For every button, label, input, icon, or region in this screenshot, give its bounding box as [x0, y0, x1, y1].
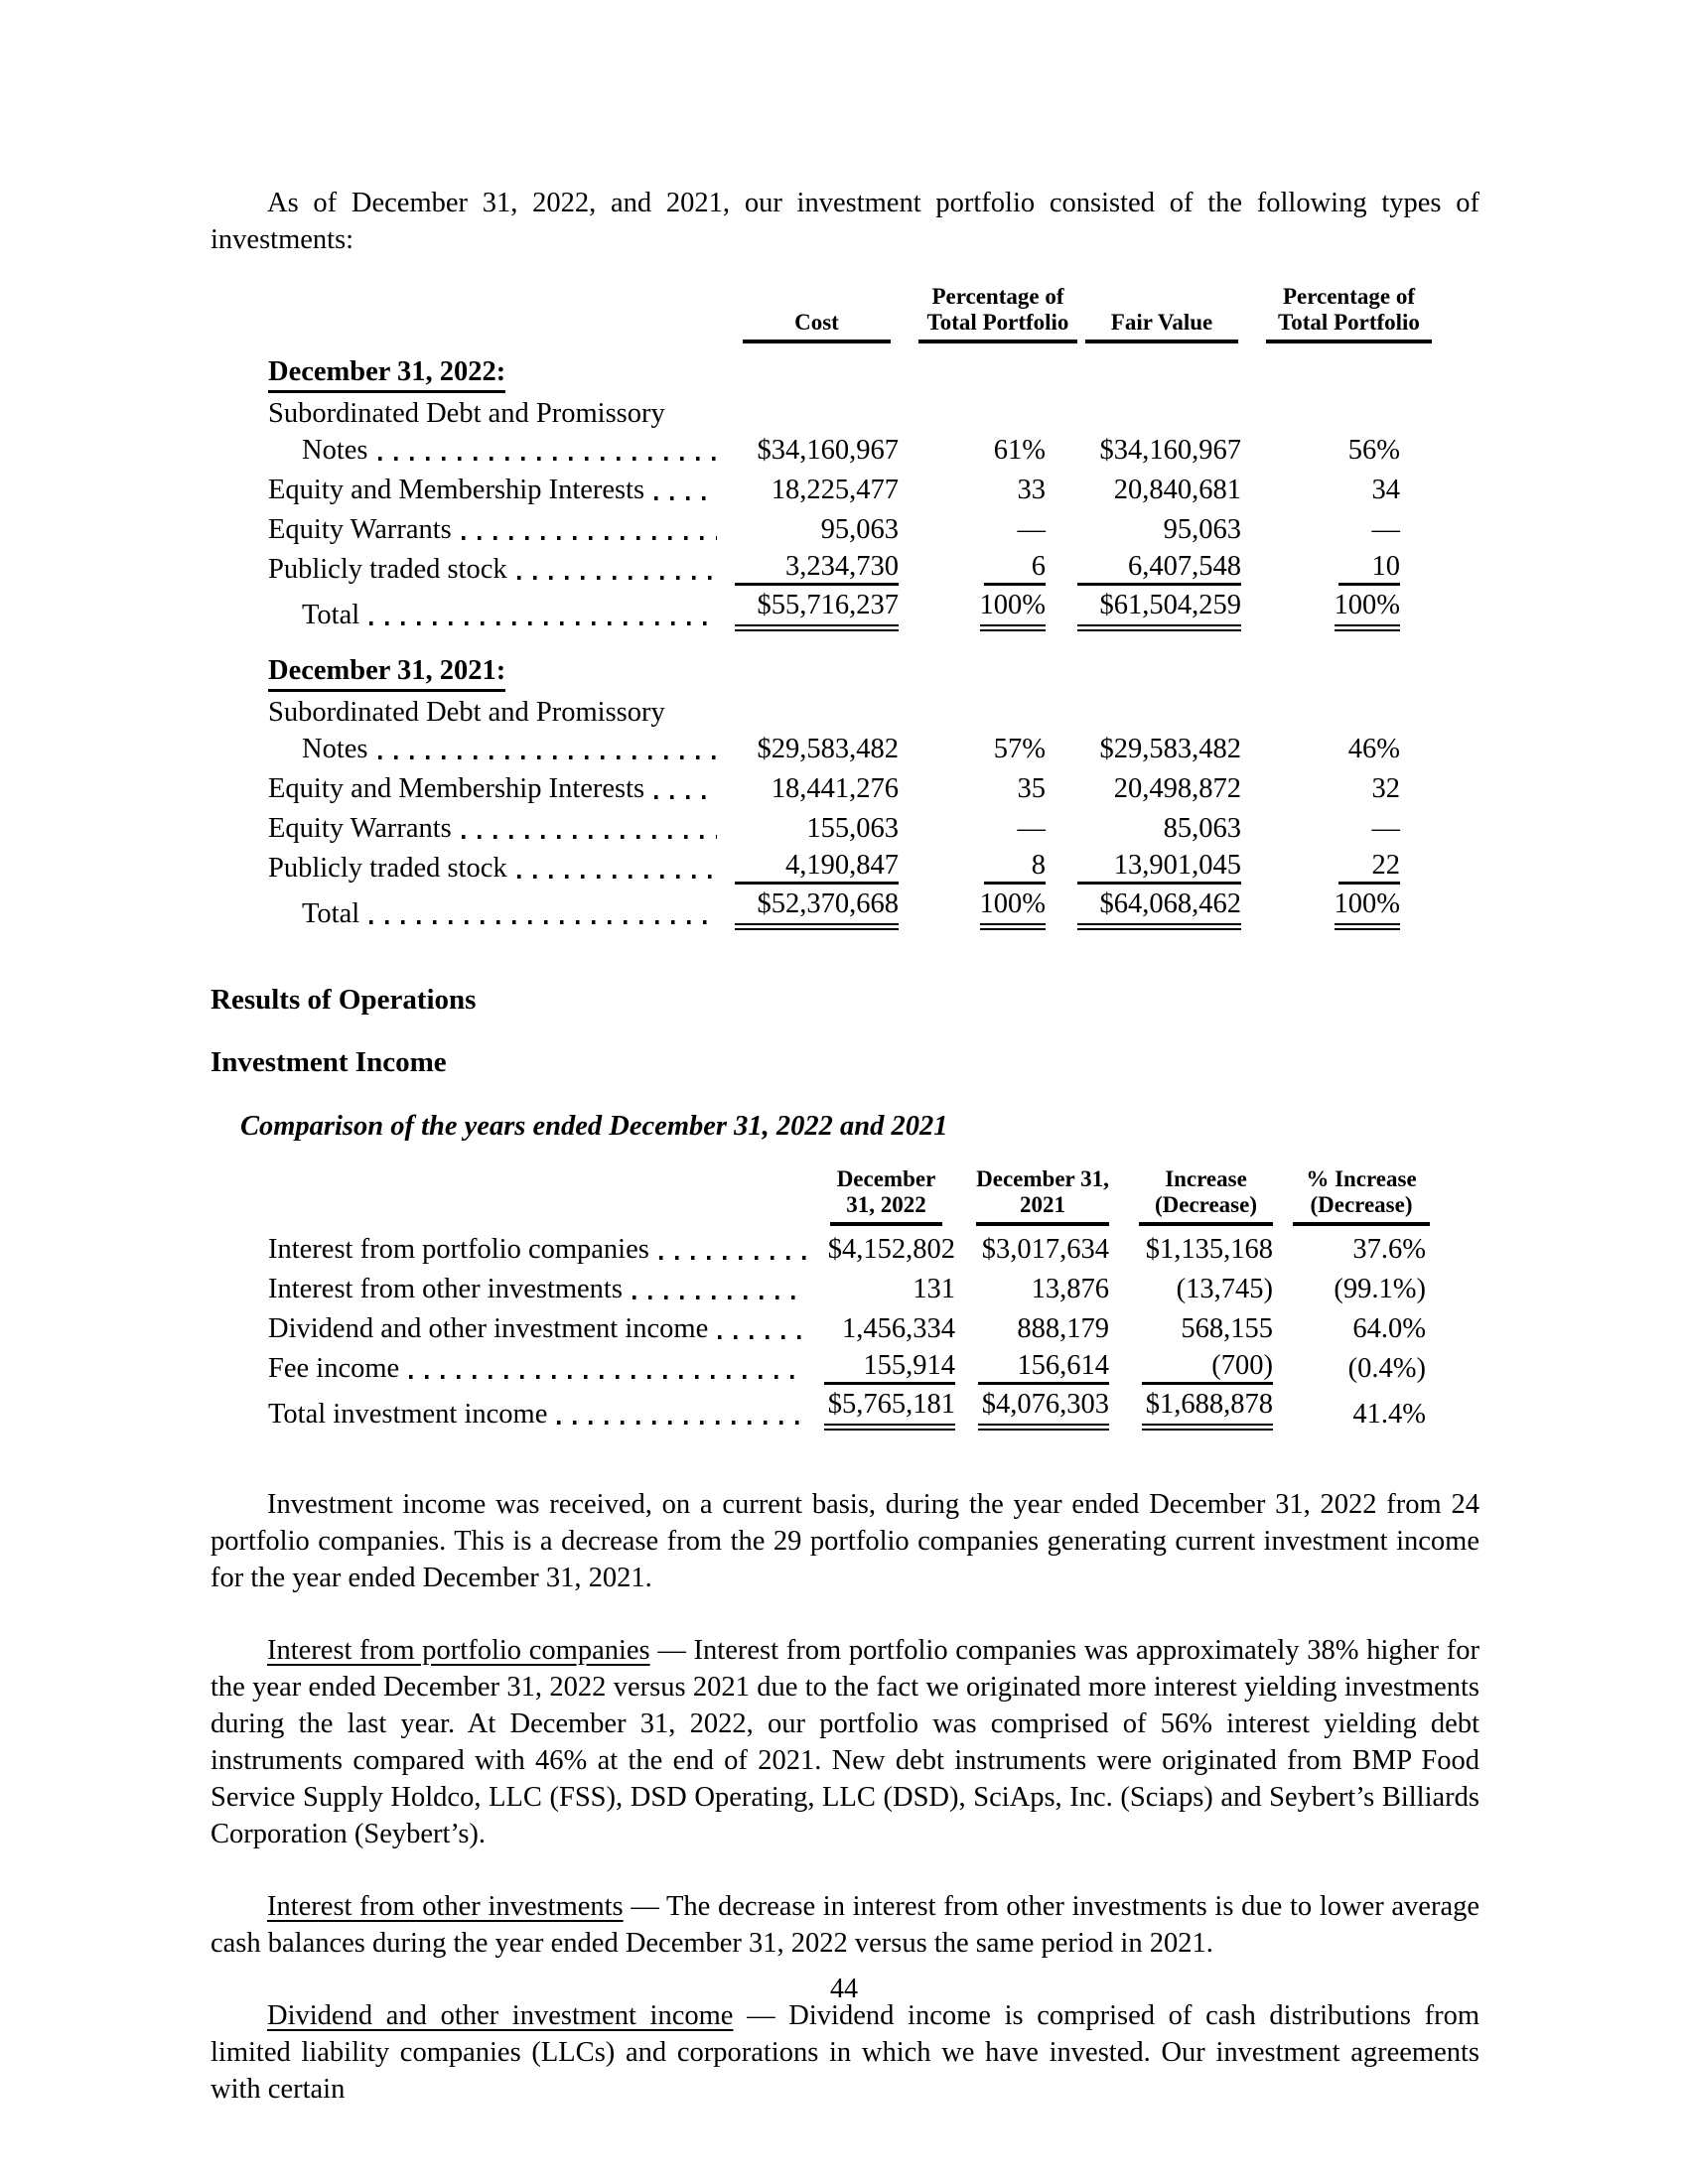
- cost-total: $55,716,237: [735, 586, 918, 631]
- spacer-cell: [1077, 692, 1266, 729]
- fair-percent-value: 46%: [1347, 734, 1400, 764]
- cost-value: $29,583,482: [757, 734, 899, 764]
- increase-value: 568,155: [1181, 1313, 1273, 1344]
- dot-leader: [654, 795, 717, 799]
- fair-value: 20,840,681: [1113, 475, 1241, 505]
- spacer-cell: [918, 393, 1077, 430]
- table-row: [268, 692, 1432, 729]
- cost-value: 95,063: [820, 514, 899, 545]
- row-label: Equity and Membership Interests: [268, 475, 645, 505]
- fair-value: 13,901,045: [1077, 845, 1266, 885]
- column-header-cost-percent: [918, 284, 1077, 343]
- paragraph-dividend-income: [211, 1997, 1479, 2108]
- percent-increase-value: (0.4%): [1347, 1353, 1426, 1384]
- income-table: [268, 1166, 1432, 1431]
- row-label: Equity Warrants: [268, 813, 452, 844]
- fair-total: $61,504,259: [1077, 586, 1266, 631]
- column-header-percent-increase: [1291, 1166, 1432, 1226]
- fair-percent-value: 34: [1371, 475, 1400, 505]
- fair-total: $64,068,462: [1077, 885, 1266, 930]
- comparison-heading: Comparison of the years ended December 31, 2022 and 2021: [240, 1111, 948, 1142]
- table-row: [268, 393, 1432, 430]
- column-header-fair-value: [1077, 284, 1266, 343]
- spacer-cell: [1266, 692, 1432, 729]
- row-label: Subordinated Debt and Promissory: [268, 697, 665, 728]
- column-header-2021: [968, 1166, 1127, 1226]
- dot-leader: [633, 1296, 806, 1299]
- spacer-cell: [735, 692, 918, 729]
- cost-percent-value: 35: [1017, 773, 1046, 804]
- total-row: [268, 885, 1432, 930]
- cost-value: 155,063: [806, 813, 899, 844]
- column-header-label: % Increase (Decrease): [1293, 1166, 1430, 1226]
- row-label: Equity and Membership Interests: [268, 773, 645, 804]
- fair-percent-total: 100%: [1266, 885, 1432, 930]
- section-title-cell: [268, 631, 1432, 692]
- dot-leader: [517, 576, 717, 580]
- section-title-cell: [268, 343, 1432, 393]
- body-paragraphs: [211, 1486, 1479, 2108]
- fair-percent-total: 100%: [1266, 586, 1432, 631]
- cost-percent-value: 6: [918, 546, 1077, 586]
- underlined-lead: Interest from other investments: [267, 1891, 624, 1922]
- table-row: [268, 1226, 1432, 1266]
- dot-leader: [557, 1421, 806, 1425]
- row-label: Total: [302, 898, 360, 929]
- cost-percent-total: 100%: [918, 885, 1077, 930]
- cost-total: $52,370,668: [735, 885, 918, 930]
- cost-percent-value: 57%: [993, 734, 1046, 764]
- row-label: Interest from portfolio companies: [268, 1234, 649, 1265]
- value-2021: 888,179: [1017, 1313, 1109, 1344]
- section-title: December 31, 2021:: [268, 655, 505, 692]
- spacer-cell: [918, 692, 1077, 729]
- dot-leader: [369, 621, 717, 625]
- table-header-row: [268, 284, 1432, 343]
- dot-leader: [462, 835, 717, 839]
- table-row: [268, 1305, 1432, 1345]
- value-2022: $4,152,802: [827, 1234, 955, 1265]
- table-row: [268, 546, 1432, 586]
- results-of-operations-heading: Results of Operations: [211, 984, 477, 1016]
- value-2022: 131: [913, 1274, 955, 1304]
- total-increase: $1,688,878: [1127, 1385, 1291, 1431]
- cost-value: 18,441,276: [771, 773, 899, 804]
- total-row: [268, 586, 1432, 631]
- table-row: [268, 430, 1432, 467]
- column-header-label: Fair Value: [1085, 310, 1238, 343]
- value-2021: 156,614: [968, 1345, 1127, 1385]
- row-label: Total: [302, 600, 360, 630]
- fair-value: $29,583,482: [1099, 734, 1241, 764]
- paragraph-interest-portfolio-companies: [211, 1632, 1479, 1852]
- dot-leader: [517, 875, 717, 879]
- percent-increase-value: 37.6%: [1352, 1234, 1426, 1265]
- dot-leader: [462, 536, 717, 540]
- spacer-cell: [735, 393, 918, 430]
- cost-value: 4,190,847: [735, 845, 918, 885]
- paragraph-text: — Dividend income is comprised of cash distributions from limited liability companies (LLCs) and corporations in which we have invested. Our investment agreements with certain: [211, 2000, 1479, 2105]
- cost-value: $34,160,967: [757, 435, 899, 466]
- dot-leader: [654, 496, 717, 500]
- fair-percent-value: —: [1371, 514, 1400, 545]
- cost-value: 3,234,730: [735, 546, 918, 586]
- dot-leader: [409, 1375, 806, 1379]
- row-label: Interest from other investments: [268, 1274, 623, 1304]
- investment-income-heading: Investment Income: [211, 1046, 447, 1078]
- column-header-cost: [735, 284, 918, 343]
- table-row: [268, 506, 1432, 546]
- row-label: Total investment income: [268, 1399, 548, 1430]
- section-title: December 31, 2022:: [268, 356, 505, 393]
- paragraph-text: — The decrease in interest from other investments is due to lower average cash balances during the year ended December 31, 2022 versus the same period in 2021.: [211, 1891, 1479, 1959]
- value-2022: 1,456,334: [842, 1313, 955, 1344]
- column-header-label: Increase (Decrease): [1139, 1166, 1273, 1226]
- column-header-label: Cost: [743, 310, 891, 343]
- percent-increase-value: 64.0%: [1352, 1313, 1426, 1344]
- fair-value: 20,498,872: [1113, 773, 1241, 804]
- total-percent-increase: 41.4%: [1352, 1399, 1426, 1430]
- total-2022: $5,765,181: [824, 1385, 968, 1431]
- table-row: [268, 729, 1432, 765]
- total-row: [268, 1385, 1432, 1431]
- row-label: Notes: [302, 435, 368, 466]
- cost-value: 18,225,477: [771, 475, 899, 505]
- table-row: [268, 631, 1432, 692]
- fair-value: 95,063: [1163, 514, 1241, 545]
- dot-leader: [378, 457, 718, 461]
- underlined-lead: Interest from portfolio companies: [267, 1635, 650, 1666]
- fair-value: 6,407,548: [1077, 546, 1266, 586]
- row-label: Dividend and other investment income: [268, 1313, 709, 1344]
- table-row: [268, 1266, 1432, 1305]
- row-label: Subordinated Debt and Promissory: [268, 398, 665, 429]
- column-header-fair-percent: [1266, 284, 1432, 343]
- fair-percent-value: —: [1371, 813, 1400, 844]
- fair-percent-value: 32: [1371, 773, 1400, 804]
- spacer-cell: [1077, 393, 1266, 430]
- fair-percent-value: 56%: [1347, 435, 1400, 466]
- table-row: [268, 765, 1432, 805]
- fair-percent-value: 22: [1266, 845, 1432, 885]
- cost-percent-value: —: [1017, 514, 1046, 545]
- cost-percent-value: 33: [1017, 475, 1046, 505]
- portfolio-table: [268, 284, 1432, 930]
- row-label: Publicly traded stock: [268, 853, 507, 884]
- table-row: [268, 1345, 1432, 1385]
- spacer-cell: [268, 284, 735, 343]
- increase-value: (700): [1127, 1345, 1291, 1385]
- table-header-row: [268, 1166, 1432, 1226]
- fair-percent-value: 10: [1266, 546, 1432, 586]
- table-row: [268, 845, 1432, 885]
- cost-percent-total: 100%: [918, 586, 1077, 631]
- value-2022: 155,914: [824, 1345, 968, 1385]
- row-label: Fee income: [268, 1353, 400, 1384]
- paragraph-investment-income: Investment income was received, on a current basis, during the year ended December 31, 2022 from 24 portfolio companies. This is a decrease from the 29 portfolio companies generating current investment income for the year ended December 31, 2021.: [211, 1489, 1479, 1593]
- table-row: [268, 467, 1432, 506]
- row-label: Publicly traded stock: [268, 554, 507, 585]
- dot-leader: [378, 755, 718, 759]
- column-header-label: Percentage of Total Portfolio: [1266, 284, 1432, 343]
- fair-value: $34,160,967: [1099, 435, 1241, 466]
- value-2021: $3,017,634: [981, 1234, 1109, 1265]
- total-2021: $4,076,303: [968, 1385, 1127, 1431]
- dot-leader: [369, 920, 717, 924]
- dot-leader: [659, 1256, 806, 1260]
- spacer-cell: [1266, 393, 1432, 430]
- cost-percent-value: 61%: [993, 435, 1046, 466]
- intro-paragraph: As of December 31, 2022, and 2021, our investment portfolio consisted of the following types of investments:: [211, 188, 1479, 255]
- cost-percent-value: —: [1017, 813, 1046, 844]
- row-label: Notes: [302, 734, 368, 764]
- dot-leader: [718, 1335, 806, 1339]
- column-header-label: December 31, 2021: [976, 1166, 1109, 1226]
- increase-value: (13,745): [1176, 1274, 1273, 1304]
- table-row: [268, 805, 1432, 845]
- fair-value: 85,063: [1163, 813, 1241, 844]
- column-header-increase: [1127, 1166, 1291, 1226]
- row-label: Equity Warrants: [268, 514, 452, 545]
- cost-percent-value: 8: [918, 845, 1077, 885]
- paragraph-text: — Interest from portfolio companies was approximately 38% higher for the year ended December 31, 2022 versus 2021 due to the fact we originated more interest yielding investments during the last year. At December 31, 2022, our portfolio was comprised of 56% interest yielding debt instruments compared with 46% at the end of 2021. New debt instruments were originated from BMP Food Service Supply Holdco, LLC (FSS), DSD Operating, LLC (DSD), SciAps, Inc. (Sciaps) and Seybert’s Billiards Corporation (Seybert’s).: [211, 1635, 1479, 1849]
- increase-value: $1,135,168: [1145, 1234, 1273, 1265]
- percent-increase-value: (99.1%): [1334, 1274, 1426, 1304]
- page-number: 44: [830, 1974, 858, 2004]
- column-header-2022: [824, 1166, 968, 1226]
- column-header-label: Percentage of Total Portfolio: [918, 284, 1077, 343]
- table-row: [268, 343, 1432, 393]
- spacer-cell: [268, 1166, 824, 1226]
- value-2021: 13,876: [1031, 1274, 1109, 1304]
- page-content: [211, 185, 1479, 2108]
- paragraph-interest-other-investments: [211, 1888, 1479, 1962]
- underlined-lead: Dividend and other investment income: [267, 2000, 734, 2031]
- column-header-label: December 31, 2022: [830, 1166, 942, 1226]
